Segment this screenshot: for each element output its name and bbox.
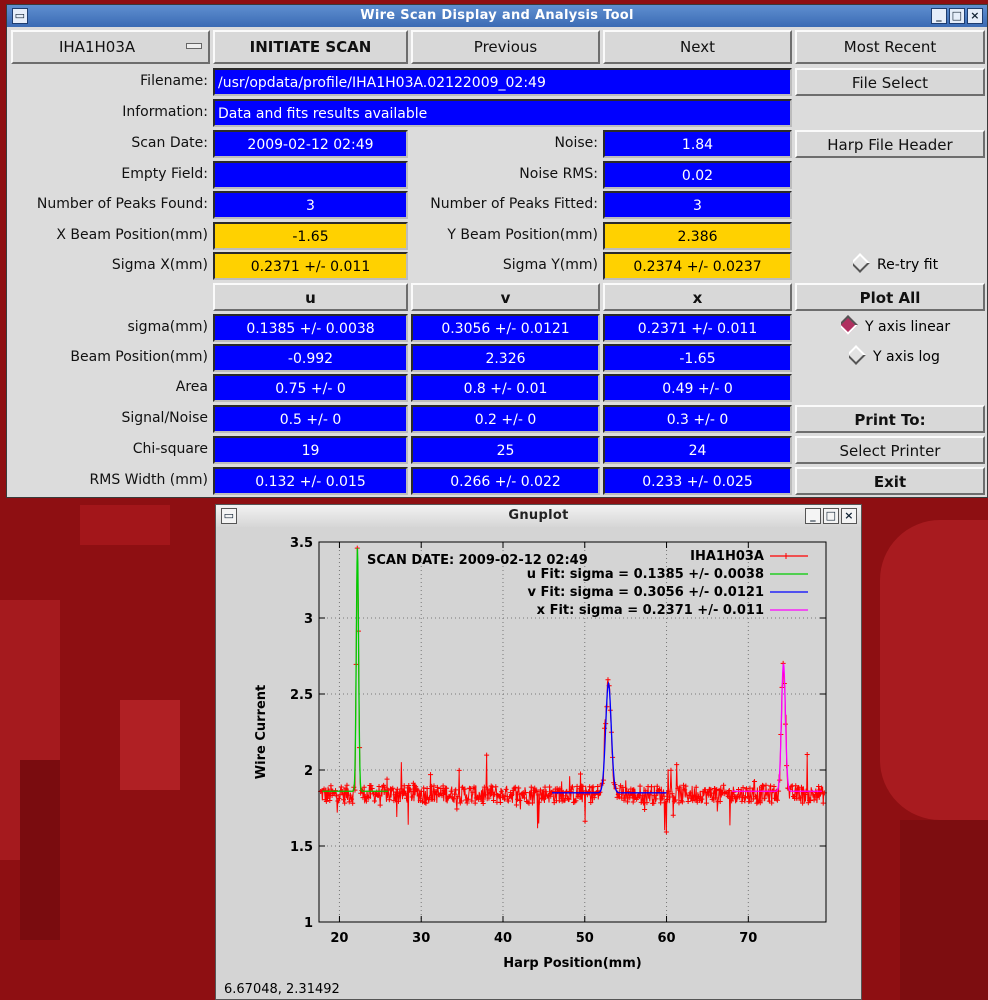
y-axis-linear-option[interactable] bbox=[841, 314, 983, 342]
data-point bbox=[578, 771, 583, 776]
table-cell: -1.65 bbox=[603, 344, 792, 372]
scan-date-label: Scan Date: bbox=[131, 135, 208, 151]
data-point bbox=[465, 800, 470, 805]
device-menu-button[interactable] bbox=[11, 30, 210, 64]
close-icon[interactable]: × bbox=[967, 8, 983, 24]
data-point bbox=[821, 801, 826, 806]
next-button[interactable]: Next bbox=[603, 30, 792, 64]
data-point bbox=[762, 796, 767, 801]
data-point bbox=[676, 800, 681, 805]
column-header-x[interactable]: x bbox=[603, 283, 792, 311]
legend-label: v Fit: sigma = 0.3056 +/- 0.0121 bbox=[527, 585, 764, 600]
y-tick-label: 3.5 bbox=[289, 536, 313, 551]
empty-field[interactable] bbox=[213, 161, 408, 189]
fit-series-line bbox=[732, 664, 822, 792]
data-point bbox=[642, 807, 647, 812]
y-axis-linear-label: Y axis linear bbox=[865, 319, 951, 335]
information-field: Data and fits results available bbox=[213, 99, 792, 127]
data-point bbox=[805, 752, 810, 757]
noise-rms-field: 0.02 bbox=[603, 161, 792, 189]
row-label-chi-square: Chi-square bbox=[132, 441, 208, 457]
y-axis-log-radio-icon[interactable] bbox=[849, 345, 866, 365]
data-point bbox=[513, 785, 518, 790]
select-printer-button[interactable]: Select Printer bbox=[795, 436, 985, 464]
y-tick-label: 1 bbox=[303, 916, 313, 931]
data-point bbox=[812, 798, 817, 803]
sigma-y-field: 0.2374 +/- 0.0237 bbox=[603, 252, 792, 280]
x-tick-label: 20 bbox=[330, 931, 349, 946]
y-axis-linear-radio-icon[interactable] bbox=[841, 315, 858, 335]
previous-button[interactable]: Previous bbox=[411, 30, 600, 64]
y-beam-position-label: Y Beam Position(mm) bbox=[447, 227, 598, 243]
table-cell: 0.132 +/- 0.015 bbox=[213, 467, 408, 495]
data-point bbox=[372, 798, 377, 803]
gnuplot-minimize-icon[interactable]: _ bbox=[805, 508, 821, 524]
x-tick-label: 30 bbox=[412, 931, 431, 946]
row-label-rms-width: RMS Width (mm) bbox=[89, 472, 208, 488]
data-point bbox=[763, 783, 768, 788]
table-cell: 0.1385 +/- 0.0038 bbox=[213, 314, 408, 342]
chart-title: SCAN DATE: 2009-02-12 02:49 bbox=[367, 553, 588, 568]
data-point bbox=[686, 799, 691, 804]
y-axis-log-option[interactable] bbox=[849, 344, 983, 372]
table-cell: 0.5 +/- 0 bbox=[213, 405, 408, 433]
y-axis-log-label: Y axis log bbox=[873, 349, 940, 365]
window-menu-icon[interactable]: ▭ bbox=[12, 8, 28, 24]
minimize-icon[interactable]: _ bbox=[931, 8, 947, 24]
table-cell: 0.3 +/- 0 bbox=[603, 405, 792, 433]
desktop-decoration bbox=[880, 520, 988, 820]
y-axis-label: Wire Current bbox=[254, 684, 269, 780]
data-point bbox=[768, 784, 773, 789]
data-point bbox=[591, 784, 596, 789]
gnuplot-window bbox=[215, 504, 862, 1000]
peaks-fitted-label: Number of Peaks Fitted: bbox=[430, 196, 598, 212]
legend-label: IHA1H03A bbox=[690, 549, 764, 564]
maximize-icon[interactable]: □ bbox=[949, 8, 965, 24]
data-point bbox=[498, 800, 503, 805]
row-label-signal-noise: Signal/Noise bbox=[121, 410, 208, 426]
data-point bbox=[771, 784, 776, 789]
data-point bbox=[664, 830, 669, 835]
x-axis-label: Harp Position(mm) bbox=[503, 956, 642, 971]
noise-rms-label: Noise RMS: bbox=[519, 166, 598, 182]
table-cell: 0.266 +/- 0.022 bbox=[411, 467, 600, 495]
legend-label: u Fit: sigma = 0.1385 +/- 0.0038 bbox=[526, 567, 764, 582]
empty-field-label: Empty Field: bbox=[121, 166, 208, 182]
x-tick-label: 70 bbox=[739, 931, 758, 946]
desktop-decoration bbox=[900, 820, 988, 1000]
table-cell: 0.2 +/- 0 bbox=[411, 405, 600, 433]
data-point bbox=[649, 784, 654, 789]
table-cell: 0.2371 +/- 0.011 bbox=[603, 314, 792, 342]
print-to-button[interactable]: Print To: bbox=[795, 405, 985, 433]
table-cell: 0.3056 +/- 0.0121 bbox=[411, 314, 600, 342]
data-point bbox=[449, 789, 454, 794]
information-label: Information: bbox=[122, 104, 208, 120]
data-point bbox=[671, 813, 676, 818]
data-point bbox=[658, 800, 663, 805]
table-cell: 19 bbox=[213, 436, 408, 464]
device-menu-label: IHA1H03A bbox=[59, 38, 136, 56]
data-point bbox=[516, 786, 521, 791]
data-point bbox=[484, 753, 489, 758]
row-label-sigma: sigma(mm) bbox=[127, 319, 208, 335]
table-cell: 0.75 +/- 0 bbox=[213, 374, 408, 402]
data-point bbox=[377, 784, 382, 789]
y-beam-position-field: 2.386 bbox=[603, 222, 792, 250]
sigma-y-label: Sigma Y(mm) bbox=[502, 257, 598, 273]
desktop-decoration bbox=[20, 760, 60, 940]
data-point bbox=[428, 772, 433, 777]
menu-indicator-icon bbox=[186, 43, 202, 49]
data-point bbox=[451, 796, 456, 801]
window-title: Wire Scan Display and Analysis Tool bbox=[360, 8, 634, 23]
table-cell: 0.8 +/- 0.01 bbox=[411, 374, 600, 402]
data-point bbox=[668, 768, 673, 773]
initiate-scan-button[interactable]: INITIATE SCAN bbox=[213, 30, 408, 64]
noise-field: 1.84 bbox=[603, 130, 792, 158]
retry-fit-option[interactable] bbox=[853, 252, 983, 280]
data-point bbox=[395, 787, 400, 792]
gnuplot-canvas[interactable] bbox=[216, 528, 861, 978]
data-point bbox=[704, 801, 709, 806]
x-tick-label: 40 bbox=[493, 931, 513, 946]
gnuplot-titlebar[interactable] bbox=[216, 505, 861, 527]
y-tick-label: 2.5 bbox=[289, 688, 313, 703]
data-point bbox=[638, 784, 643, 789]
data-point bbox=[575, 784, 580, 789]
data-point bbox=[342, 801, 347, 806]
peaks-found-label: Number of Peaks Found: bbox=[36, 196, 208, 212]
exit-button[interactable]: Exit bbox=[795, 467, 985, 495]
most-recent-button[interactable]: Most Recent bbox=[795, 30, 985, 64]
peaks-fitted-field: 3 bbox=[603, 191, 792, 219]
row-label-area: Area bbox=[175, 379, 208, 395]
data-point bbox=[385, 777, 390, 782]
data-point bbox=[493, 784, 498, 789]
file-select-button[interactable]: File Select bbox=[795, 68, 985, 96]
retry-fit-radio-icon[interactable] bbox=[853, 253, 870, 273]
table-cell: 2.326 bbox=[411, 344, 600, 372]
wire-scan-window bbox=[6, 4, 988, 498]
noise-label: Noise: bbox=[554, 135, 598, 151]
cursor-coordinates: 6.67048, 2.31492 bbox=[224, 982, 340, 997]
data-point bbox=[739, 799, 744, 804]
data-point bbox=[454, 806, 459, 811]
sigma-x-label: Sigma X(mm) bbox=[111, 257, 208, 273]
data-point bbox=[572, 799, 577, 804]
data-point bbox=[504, 787, 509, 792]
data-point bbox=[547, 785, 552, 790]
data-point bbox=[816, 784, 821, 789]
x-tick-label: 50 bbox=[575, 931, 594, 946]
table-cell: 25 bbox=[411, 436, 600, 464]
y-tick-label: 2 bbox=[303, 764, 313, 779]
harp-file-header-button[interactable]: Harp File Header bbox=[795, 130, 985, 158]
retry-fit-label: Re-try fit bbox=[877, 257, 939, 273]
data-point bbox=[517, 798, 522, 803]
data-point bbox=[453, 787, 458, 792]
data-point bbox=[674, 762, 679, 767]
legend-label: x Fit: sigma = 0.2371 +/- 0.011 bbox=[536, 603, 764, 618]
filename-label: Filename: bbox=[140, 73, 208, 89]
table-cell: -0.992 bbox=[213, 344, 408, 372]
data-point bbox=[514, 802, 519, 807]
table-cell: 0.49 +/- 0 bbox=[603, 374, 792, 402]
data-point bbox=[339, 784, 344, 789]
x-tick-label: 60 bbox=[657, 931, 676, 946]
scan-date-field: 2009-02-12 02:49 bbox=[213, 130, 408, 158]
data-point bbox=[457, 768, 462, 773]
column-header-u[interactable]: u bbox=[213, 283, 408, 311]
data-point bbox=[605, 677, 610, 682]
x-beam-position-label: X Beam Position(mm) bbox=[56, 227, 208, 243]
column-header-v[interactable]: v bbox=[411, 283, 600, 311]
desktop-decoration bbox=[120, 700, 180, 790]
y-tick-label: 1.5 bbox=[289, 840, 313, 855]
table-cell: 24 bbox=[603, 436, 792, 464]
data-point bbox=[583, 819, 588, 824]
filename-field[interactable]: /usr/opdata/profile/IHA1H03A.02122009_02:49 bbox=[213, 68, 792, 96]
data-point bbox=[344, 783, 349, 788]
data-point bbox=[328, 783, 333, 788]
legend-marker bbox=[783, 553, 789, 559]
wire-scan-titlebar[interactable] bbox=[7, 5, 987, 27]
data-point bbox=[378, 803, 383, 808]
gnuplot-maximize-icon[interactable]: □ bbox=[823, 508, 839, 524]
gnuplot-title: Gnuplot bbox=[508, 508, 569, 523]
sigma-x-field: 0.2371 +/- 0.011 bbox=[213, 252, 408, 280]
gnuplot-close-icon[interactable]: × bbox=[841, 508, 857, 524]
x-beam-position-field: -1.65 bbox=[213, 222, 408, 250]
peaks-found-field: 3 bbox=[213, 191, 408, 219]
fit-series-line bbox=[322, 548, 388, 791]
row-label-beam-position: Beam Position(mm) bbox=[70, 349, 208, 365]
data-point bbox=[631, 800, 636, 805]
data-point bbox=[425, 786, 430, 791]
plot-all-button[interactable]: Plot All bbox=[795, 283, 985, 311]
data-point bbox=[752, 779, 757, 784]
gnuplot-menu-icon[interactable]: ▭ bbox=[221, 508, 237, 524]
data-point bbox=[570, 784, 575, 789]
data-point bbox=[721, 783, 726, 788]
y-tick-label: 3 bbox=[303, 612, 313, 627]
table-cell: 0.233 +/- 0.025 bbox=[603, 467, 792, 495]
desktop-decoration bbox=[80, 505, 170, 545]
data-point bbox=[406, 783, 411, 788]
data-point bbox=[655, 784, 660, 789]
data-point bbox=[529, 785, 534, 790]
